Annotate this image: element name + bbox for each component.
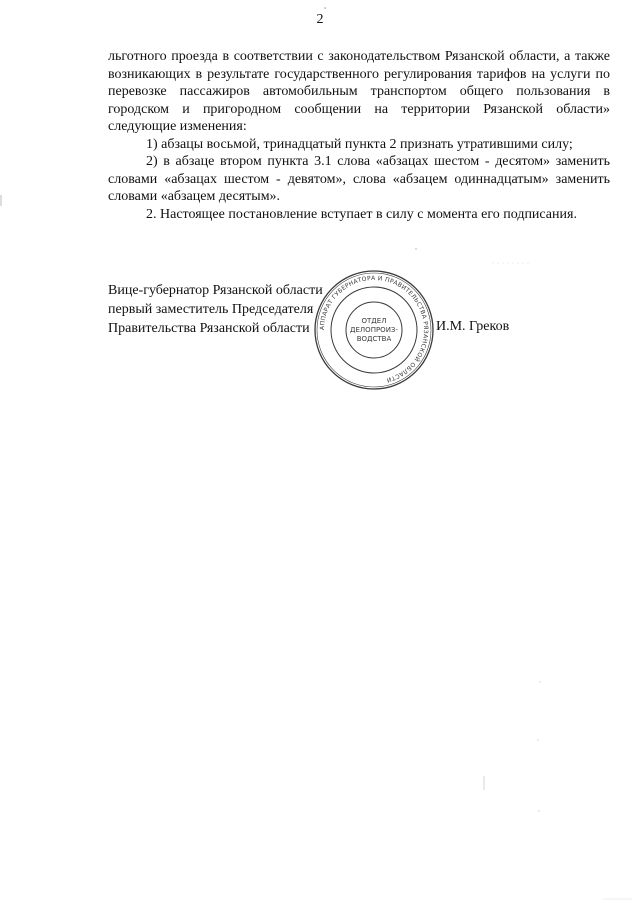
stamp-center-line-3: ВОДСТВА bbox=[356, 335, 392, 343]
stamp-outer-text: АППАРАТ ГУБЕРНАТОРА И ПРАВИТЕЛЬСТВА РЯЗАНСКОЙ ОБЛАСТИ bbox=[318, 274, 430, 384]
signer-name: И.М. Греков bbox=[436, 319, 510, 334]
official-stamp bbox=[312, 268, 436, 392]
paragraph-item-1: 1) абзацы восьмой, тринадцатый пункта 2 признать утратившими силу; bbox=[146, 136, 573, 152]
document-body bbox=[108, 48, 610, 223]
signature-block bbox=[108, 281, 323, 338]
paragraph-item-2: 2) в абзаце втором пункта 3.1 слова «абзацах шестом - десятом» заменить словами «абзацах шестом - девятом», слова «абзацем одиннадцатым» заменить словами «абзацем десятым». bbox=[108, 154, 610, 204]
signer-title-line-3: Правительства Рязанской области bbox=[108, 321, 310, 336]
stamp-seal-icon bbox=[312, 268, 436, 392]
stamp-center-line-1: ОТДЕЛ bbox=[361, 317, 387, 325]
signer-title-line-2: первый заместитель Председателя bbox=[108, 302, 314, 317]
stamp-center-line-2: ДЕЛОПРОИЗ- bbox=[350, 326, 398, 334]
page-number: 2 bbox=[316, 12, 324, 27]
paragraph-intro: льготного проезда в соответствии с законодательством Рязанской области, а также возникающих в результате государственного регулирования тарифов на услуги по перевозке пассажиров автомобильным транспортом общего пользования в городском и пригородном сообщении на территории Рязанской области» следующие изменения: bbox=[108, 49, 610, 134]
paragraph-effective-date: 2. Настоящее постановление вступает в силу с момента его подписания. bbox=[146, 206, 577, 222]
signer-title-line-1: Вице-губернатор Рязанской области bbox=[108, 283, 323, 298]
